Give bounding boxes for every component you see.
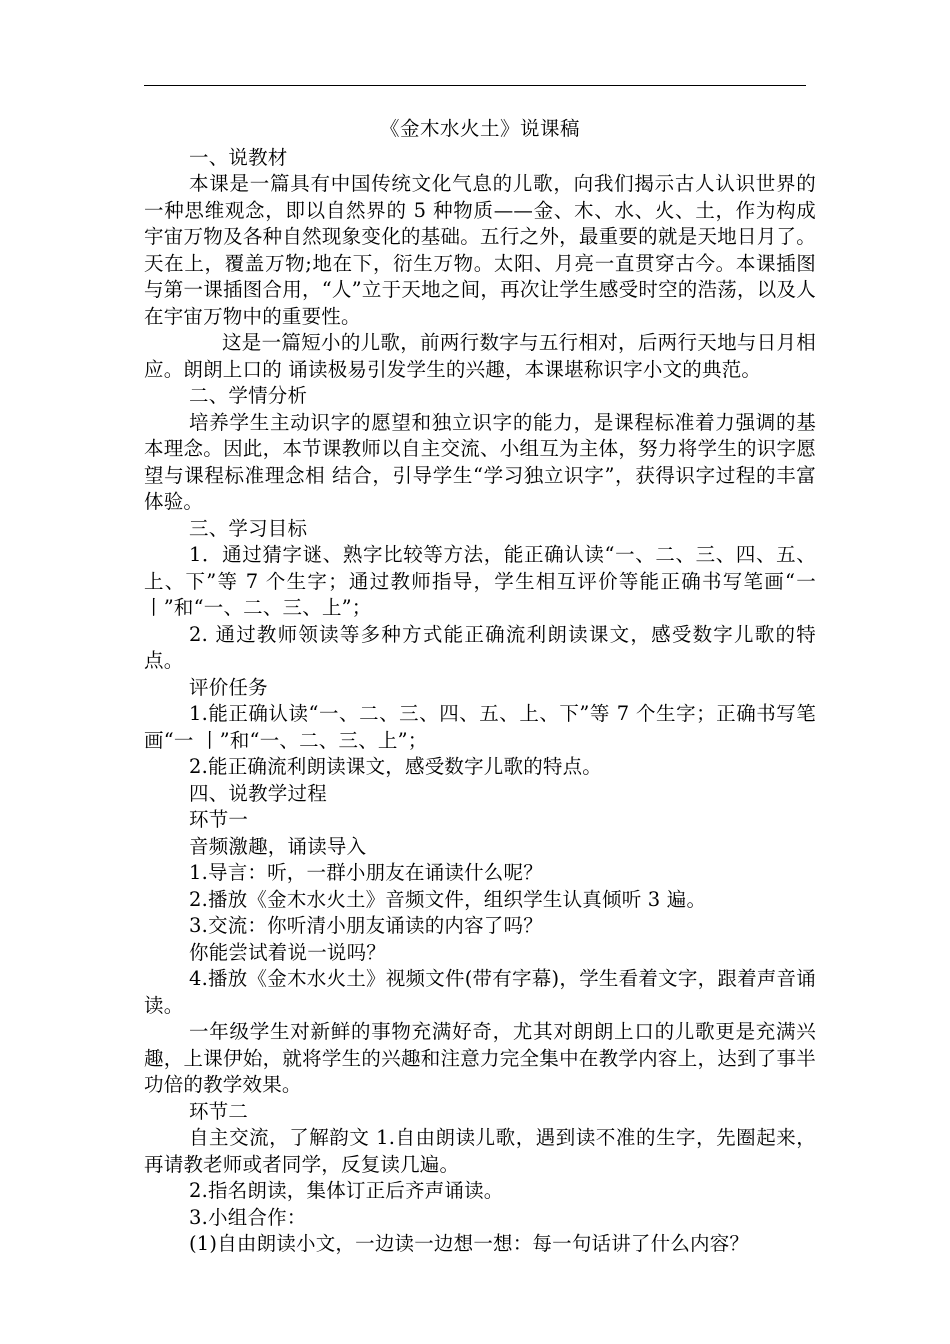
paragraph: 三、学习目标 (189, 516, 308, 540)
header-rule (144, 85, 806, 86)
paragraph: 四、说教学过程 (189, 781, 327, 805)
paragraph: 这是一篇短小的儿歌，前两行数字与五行相对，后两行天地与日月相应。朗朗上口的 诵读极易引发学生的兴趣，本课堪称识字小文的典范。 (144, 331, 816, 381)
paragraph: 2.指名朗读，集体订正后齐声诵读。 (189, 1179, 504, 1202)
paragraph: 环节一 (189, 808, 249, 831)
paragraph: 音频激趣，诵读导入 (189, 834, 367, 858)
paragraph: 一年级学生对新鲜的事物充满好奇，尤其对朗朗上口的儿歌更是充满兴趣，上课伊始，就将学生的兴趣和注意力完全集中在教学内容上，达到了事半功倍的教学效果。 (144, 1020, 816, 1096)
paragraph: 1.导言：听，一群小朋友在诵读什么呢？ (189, 861, 543, 884)
paragraph: 你能尝试着说一说吗？ (189, 940, 387, 964)
paragraph: 1．通过猜字谜、熟字比较等方法，能正确认读“一、二、三、四、五、上、下”等 7 个生字；通过教师指导，学生相互评价等能正确书写笔画“一 丨”和“一、二、三、上”； (144, 543, 816, 619)
paragraph: 本课是一篇具有中国传统文化气息的儿歌，向我们揭示古人认识世界的一种思维观念，即以自然界的 5 种物质——金、木、水、火、土，作为构成宇宙万物及各种自然现象变化的基础。五行之外，最重要的就是天地日月了。天在上，覆盖万物;地在下，衍生万物。太阳、月亮一直贯穿古今。本课插图与第一课插图合用，“人”立于天地之间，再次让学生感受时空的浩荡，以及人在宇宙万物中的重要性。 (144, 172, 816, 328)
paragraph: 2. 通过教师领读等多种方式能正确流利朗读课文，感受数字儿歌的特点。 (144, 622, 816, 672)
paragraph: 二、学情分析 (189, 384, 308, 407)
paragraph: 培养学生主动识字的愿望和独立识字的能力，是课程标准着力强调的基本理念。因此，本节课教师以自主交流、小组互为主体，努力将学生的识字愿望与课程标准理念相 结合，引导学生“学习独立识字”，获得识字过程的丰富体验。 (144, 410, 816, 513)
body-text (144, 145, 816, 1258)
paragraph: 环节二 (189, 1099, 249, 1123)
paragraph: 3.小组合作： (189, 1205, 307, 1229)
paragraph: 4.播放《金木水火土》视频文件(带有字幕)，学生看着文字，跟着声音诵读。 (144, 967, 816, 1017)
paragraph: (1)自由朗读小文，一边读一边想一想：每一句话讲了什么内容？ (189, 1232, 750, 1255)
paragraph: 2.播放《金木水火土》音频文件，组织学生认真倾听 3 遍。 (189, 887, 707, 911)
paragraph: 3.交流：你听清小朋友诵读的内容了吗？ (189, 914, 543, 937)
paragraph: 自主交流，了解韵文 1.自由朗读儿歌，遇到读不准的生字，先圈起来，再请教老师或者同学，反复读几遍。 (144, 1126, 816, 1176)
document-title: 《金木水火土》说课稿 (379, 117, 580, 140)
paragraph: 2.能正确流利朗读课文，感受数字儿歌的特点。 (189, 755, 603, 778)
paragraph: 评价任务 (189, 675, 268, 699)
document-body (144, 116, 816, 1258)
paragraph: 一、说教材 (189, 145, 288, 169)
paragraph: 1.能正确认读“一、二、三、四、五、上、下”等 7 个生字；正确书写笔画“一 丨”和“一、二、三、上”； (144, 702, 816, 752)
